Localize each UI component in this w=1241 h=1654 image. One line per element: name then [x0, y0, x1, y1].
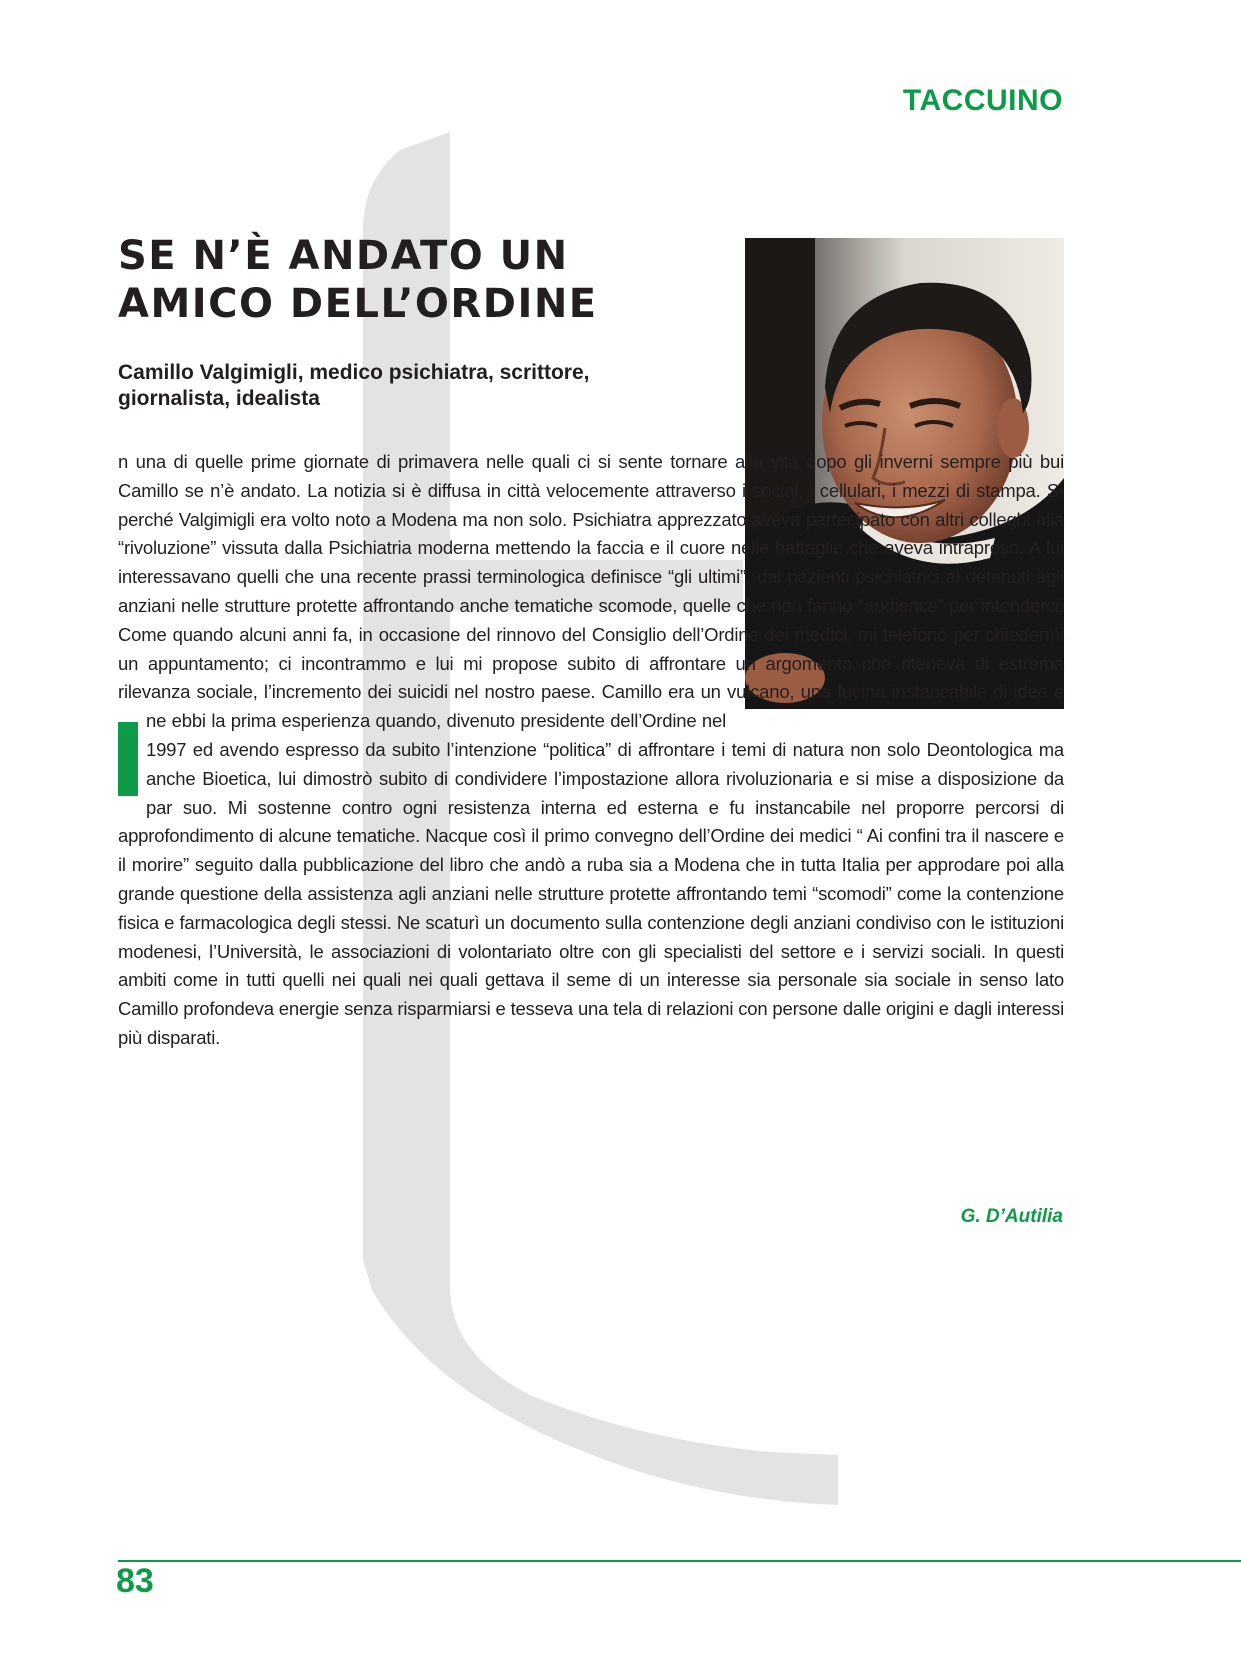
- page-number: 83: [116, 1562, 154, 1600]
- article-author: G. D’Autilia: [960, 1206, 1063, 1227]
- section-label: TACCUINO: [902, 84, 1063, 117]
- article-title: SE N’È ANDATO UN AMICO DELL’ORDINE: [118, 233, 598, 327]
- article-body: [118, 448, 1064, 1053]
- footer-rule: [118, 1560, 1241, 1562]
- article-text: n una di quelle prime giornate di primavera nelle quali ci si sente tornare alla vita dopo gli inverni sempre più bui Camillo se n’è andato. La notizia si è diffusa in città velocemente attraverso i social, i cellulari, i mezzi di stampa. Sì perché Valgimigli era volto noto a Modena ma non solo. Psichiatra apprezzato aveva partecipato con altri colleghi alla “rivoluzione” vissuta dalla Psichiatria moderna mettendo la faccia e il cuore nelle battaglie che aveva intrapreso. A lui interessavano quelli che una recente prassi terminologica definisce “gli ultimi”, dai pazienti psichiatrici ai detenuti agli anziani nelle strutture protette affrontando anche tematiche scomode, quelle che non fanno “audience” per intenderci. Come quando alcuni anni fa, in occasione del rinnovo del Consiglio dell’Ordine dei medici, mi telefonò per chiedermi un appuntamento; ci incontrammo e lui mi propose subito di affrontare un argomento che riteneva di estrema rilevanza sociale, l’incremento dei suicidi nel nostro paese. Camillo era un vulcano, una fucina instancabile di idee e ne ebbi la prima esperienza quando, divenuto presidente dell’Ordine nel 1997 ed avendo espresso da subito l’intenzione “politica” di affrontare i temi di natura non solo Deontologica ma anche Bioetica, lui dimostrò subito di condividere l’impostazione allora rivoluzionaria e si mise a disposizione da par suo. Mi sostenne contro ogni resistenza interna ed esterna e fu instancabile nel proporre percorsi di approfondimento di alcune tematiche. Nacque così il primo convegno dell’Ordine dei medici “ Ai confini tra il nascere e il morire” seguito dalla pubblicazione del libro che andò a ruba sia a Modena che in tutta Italia per approdare poi alla grande questione della assistenza agli anziani nelle strutture protette affrontando temi “scomodi” come la contenzione fisica e farmacologica degli stessi. Ne scaturì un documento sulla contenzione degli anziani condiviso con le istituzioni modenesi, l’Università, le associazioni di volontariato oltre con gli specialisti del settore e i servizi sociali. In questi ambiti come in tutti quelli nei quali nei quali gettava il seme di un interesse sia personale sia sociale in senso lato Camillo profondeva energie senza risparmiarsi e tesseva una tela di relazioni con persone dalle origini e dagli interessi più disparati.: [118, 451, 1064, 1048]
- article-subtitle: Camillo Valgimigli, medico psichiatra, scrittore, giornalista, idealista: [118, 361, 590, 410]
- dropcap-initial: [118, 722, 138, 796]
